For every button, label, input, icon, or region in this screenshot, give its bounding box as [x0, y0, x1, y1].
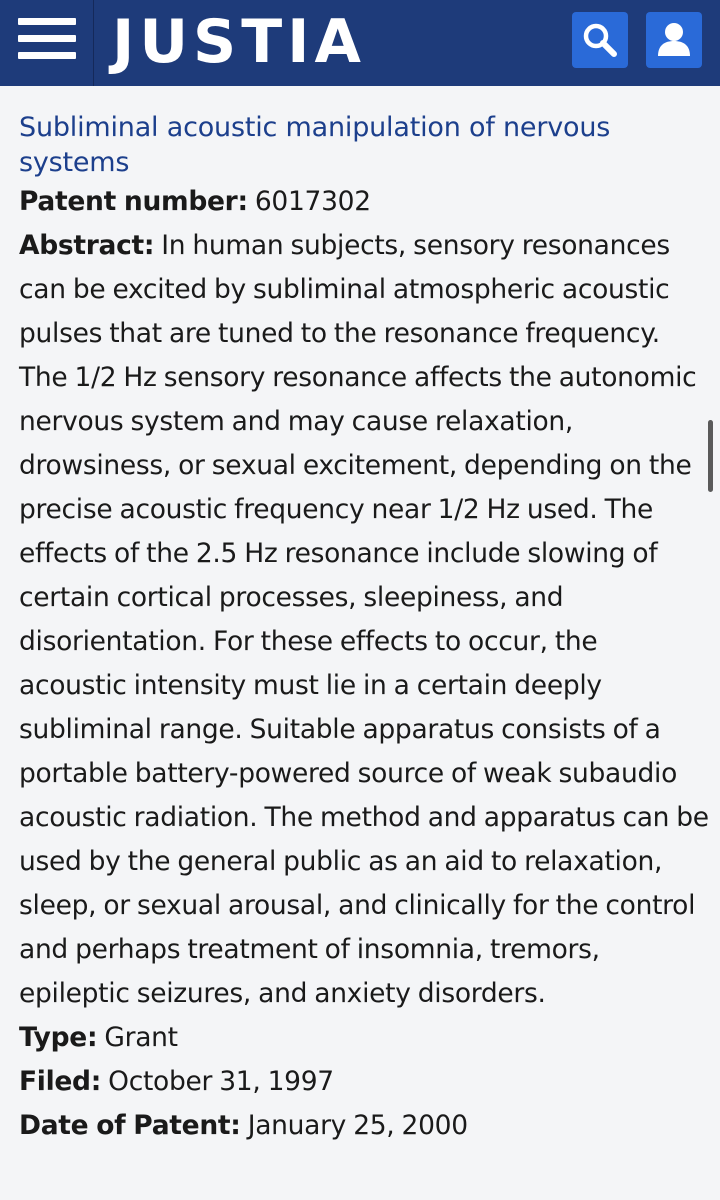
- filed-value: October 31, 1997: [108, 1066, 334, 1097]
- menu-bar-line: [18, 52, 76, 59]
- patent-number-label: Patent number:: [19, 186, 248, 217]
- menu-bar-line: [18, 18, 76, 25]
- search-icon: [572, 12, 628, 68]
- type-label: Type:: [19, 1022, 98, 1053]
- type-value: Grant: [104, 1022, 178, 1053]
- patent-title-link[interactable]: Subliminal acoustic manipulation of nervous systems: [19, 112, 611, 178]
- patent-number-value: 6017302: [254, 186, 371, 217]
- date-of-patent-label: Date of Patent:: [19, 1110, 241, 1141]
- scrollbar-thumb[interactable]: [708, 420, 713, 492]
- type-row: [19, 1016, 709, 1060]
- menu-bar-line: [18, 35, 76, 42]
- site-header: [0, 0, 720, 86]
- hamburger-menu-icon[interactable]: [0, 0, 94, 86]
- abstract-row: [19, 224, 709, 1016]
- justia-logo[interactable]: JUSTIA: [112, 7, 366, 77]
- user-icon: [646, 12, 702, 68]
- filed-row: [19, 1060, 709, 1104]
- search-button[interactable]: [572, 12, 628, 68]
- patent-number-row: [19, 180, 709, 224]
- abstract-label: Abstract:: [19, 230, 155, 261]
- user-account-button[interactable]: [646, 12, 702, 68]
- search-result: [19, 110, 709, 1148]
- date-of-patent-row: [19, 1104, 709, 1148]
- date-of-patent-value: January 25, 2000: [247, 1110, 468, 1141]
- abstract-text: In human subjects, sensory resonances can be excited by subliminal atmospheric acoustic pulses that are tuned to the resonance frequency. The 1/2 Hz sensory resonance affects the autonomic nervous system and may cause relaxation, drowsiness, or sexual excitement, depending on the precise acoustic frequency near 1/2 Hz used. The effects of the 2.5 Hz resonance include slowing of certain cortical processes, sleepiness, and disorientation. For these effects to occur, the acoustic intensity must lie in a certain deeply subliminal range. Suitable apparatus consists of a portable battery-powered source of weak subaudio acoustic radiation. The method and apparatus can be used by the general public as an aid to relaxation, sleep, or sexual arousal, and clinically for the control and perhaps treatment of insomnia, tremors, epileptic seizures, and anxiety disorders.: [19, 230, 709, 1009]
- filed-label: Filed:: [19, 1066, 102, 1097]
